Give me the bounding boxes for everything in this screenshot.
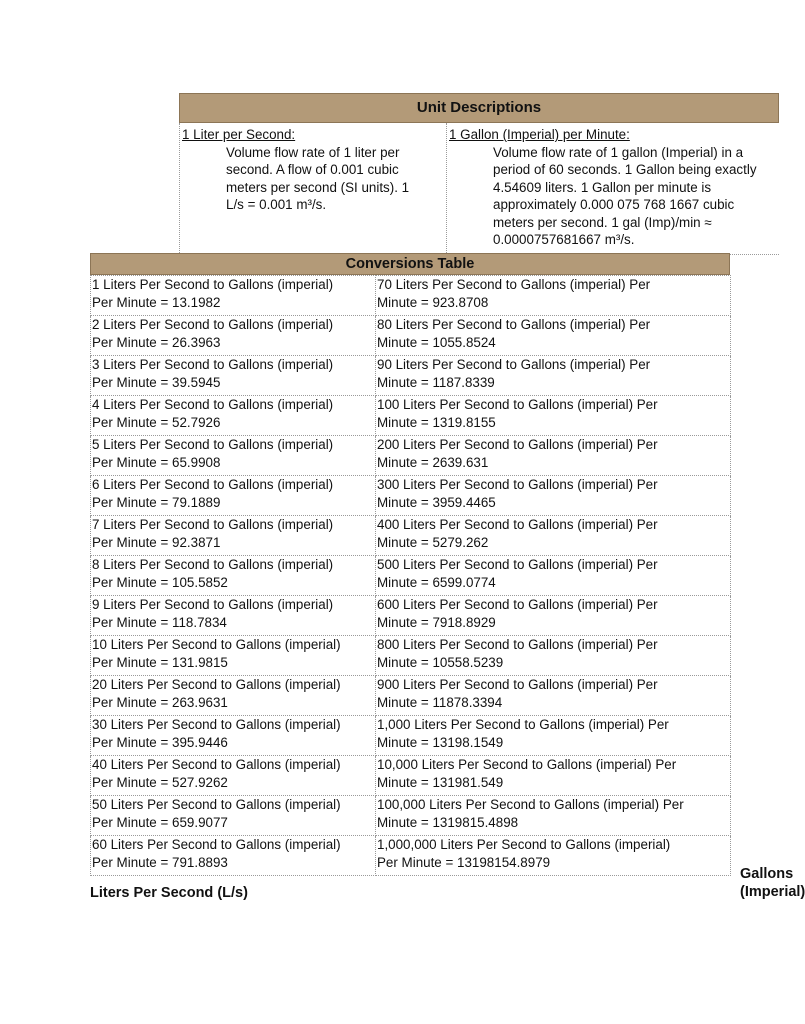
footer-liters-label: Liters Per Second (L/s): [90, 885, 248, 901]
table-row: [91, 796, 731, 836]
unit-desc-gallon: Volume flow rate of 1 gallon (Imperial) in a period of 60 seconds. 1 Gallon being exactly 4.54609 liters. 1 Gallon per minute is approximately 0.000 075 768 1667 cubic meters per second. 1 gal (Imp)/min ≈ 0.0000757681667 m³/s.: [493, 144, 757, 247]
table-row: [91, 356, 731, 396]
table-cell-left: 8 Liters Per Second to Gallons (imperial) Per Minute = 105.5852: [91, 556, 376, 596]
table-cell-right: 100 Liters Per Second to Gallons (imperial) Per Minute = 1319.8155: [376, 396, 731, 436]
unit-description-gallon: [446, 123, 779, 255]
table-cell-right: 70 Liters Per Second to Gallons (imperial) Per Minute = 923.8708: [376, 276, 731, 316]
table-row: [91, 476, 731, 516]
table-row: [91, 516, 731, 556]
table-row: [91, 396, 731, 436]
table-cell-right: 90 Liters Per Second to Gallons (imperial) Per Minute = 1187.8339: [376, 356, 731, 396]
table-cell-left: 2 Liters Per Second to Gallons (imperial) Per Minute = 26.3963: [91, 316, 376, 356]
table-row: [91, 716, 731, 756]
table-cell-left: 40 Liters Per Second to Gallons (imperial) Per Minute = 527.9262: [91, 756, 376, 796]
unit-description-liter: [179, 123, 446, 255]
table-row: [91, 436, 731, 476]
table-cell-left: 50 Liters Per Second to Gallons (imperial) Per Minute = 659.9077: [91, 796, 376, 836]
table-cell-right: 400 Liters Per Second to Gallons (imperial) Per Minute = 5279.262: [376, 516, 731, 556]
table-row: [91, 276, 731, 316]
conversions-section: [90, 253, 730, 876]
footer-gallons-label: Gallons (Imperial): [740, 866, 805, 900]
unit-desc-liter: Volume flow rate of 1 liter per second. A flow of 0.001 cubic meters per second (SI units). 1 L/s = 0.001 m³/s.: [226, 144, 410, 212]
unit-title-gallon: 1 Gallon (Imperial) per Minute:: [449, 127, 630, 142]
table-cell-left: 5 Liters Per Second to Gallons (imperial) Per Minute = 65.9908: [91, 436, 376, 476]
table-cell-right: 800 Liters Per Second to Gallons (imperial) Per Minute = 10558.5239: [376, 636, 731, 676]
unit-descriptions-header: Unit Descriptions: [179, 93, 779, 123]
table-row: [91, 316, 731, 356]
unit-title-liter: 1 Liter per Second:: [182, 127, 296, 142]
table-cell-right: 100,000 Liters Per Second to Gallons (imperial) Per Minute = 1319815.4898: [376, 796, 731, 836]
table-cell-right: 600 Liters Per Second to Gallons (imperial) Per Minute = 7918.8929: [376, 596, 731, 636]
table-cell-right: 900 Liters Per Second to Gallons (imperial) Per Minute = 11878.3394: [376, 676, 731, 716]
table-cell-left: 60 Liters Per Second to Gallons (imperial) Per Minute = 791.8893: [91, 836, 376, 876]
table-cell-left: 9 Liters Per Second to Gallons (imperial) Per Minute = 118.7834: [91, 596, 376, 636]
table-cell-left: 20 Liters Per Second to Gallons (imperial) Per Minute = 263.9631: [91, 676, 376, 716]
table-cell-right: 1,000 Liters Per Second to Gallons (imperial) Per Minute = 13198.1549: [376, 716, 731, 756]
table-row: [91, 596, 731, 636]
conversions-table: [90, 275, 731, 876]
table-cell-right: 80 Liters Per Second to Gallons (imperial) Per Minute = 1055.8524: [376, 316, 731, 356]
table-cell-left: 6 Liters Per Second to Gallons (imperial) Per Minute = 79.1889: [91, 476, 376, 516]
table-cell-left: 7 Liters Per Second to Gallons (imperial) Per Minute = 92.3871: [91, 516, 376, 556]
unit-descriptions-section: [179, 93, 779, 255]
table-cell-left: 3 Liters Per Second to Gallons (imperial) Per Minute = 39.5945: [91, 356, 376, 396]
table-cell-left: 30 Liters Per Second to Gallons (imperial) Per Minute = 395.9446: [91, 716, 376, 756]
table-cell-left: 1 Liters Per Second to Gallons (imperial) Per Minute = 13.1982: [91, 276, 376, 316]
table-row: [91, 556, 731, 596]
table-cell-right: 200 Liters Per Second to Gallons (imperial) Per Minute = 2639.631: [376, 436, 731, 476]
table-row: [91, 676, 731, 716]
table-cell-left: 4 Liters Per Second to Gallons (imperial) Per Minute = 52.7926: [91, 396, 376, 436]
table-row: [91, 836, 731, 876]
table-cell-left: 10 Liters Per Second to Gallons (imperial) Per Minute = 131.9815: [91, 636, 376, 676]
table-cell-right: 10,000 Liters Per Second to Gallons (imperial) Per Minute = 131981.549: [376, 756, 731, 796]
table-cell-right: 500 Liters Per Second to Gallons (imperial) Per Minute = 6599.0774: [376, 556, 731, 596]
table-cell-right: 1,000,000 Liters Per Second to Gallons (imperial) Per Minute = 13198154.8979: [376, 836, 731, 876]
table-row: [91, 756, 731, 796]
table-row: [91, 636, 731, 676]
table-cell-right: 300 Liters Per Second to Gallons (imperial) Per Minute = 3959.4465: [376, 476, 731, 516]
conversions-header: Conversions Table: [90, 253, 730, 275]
